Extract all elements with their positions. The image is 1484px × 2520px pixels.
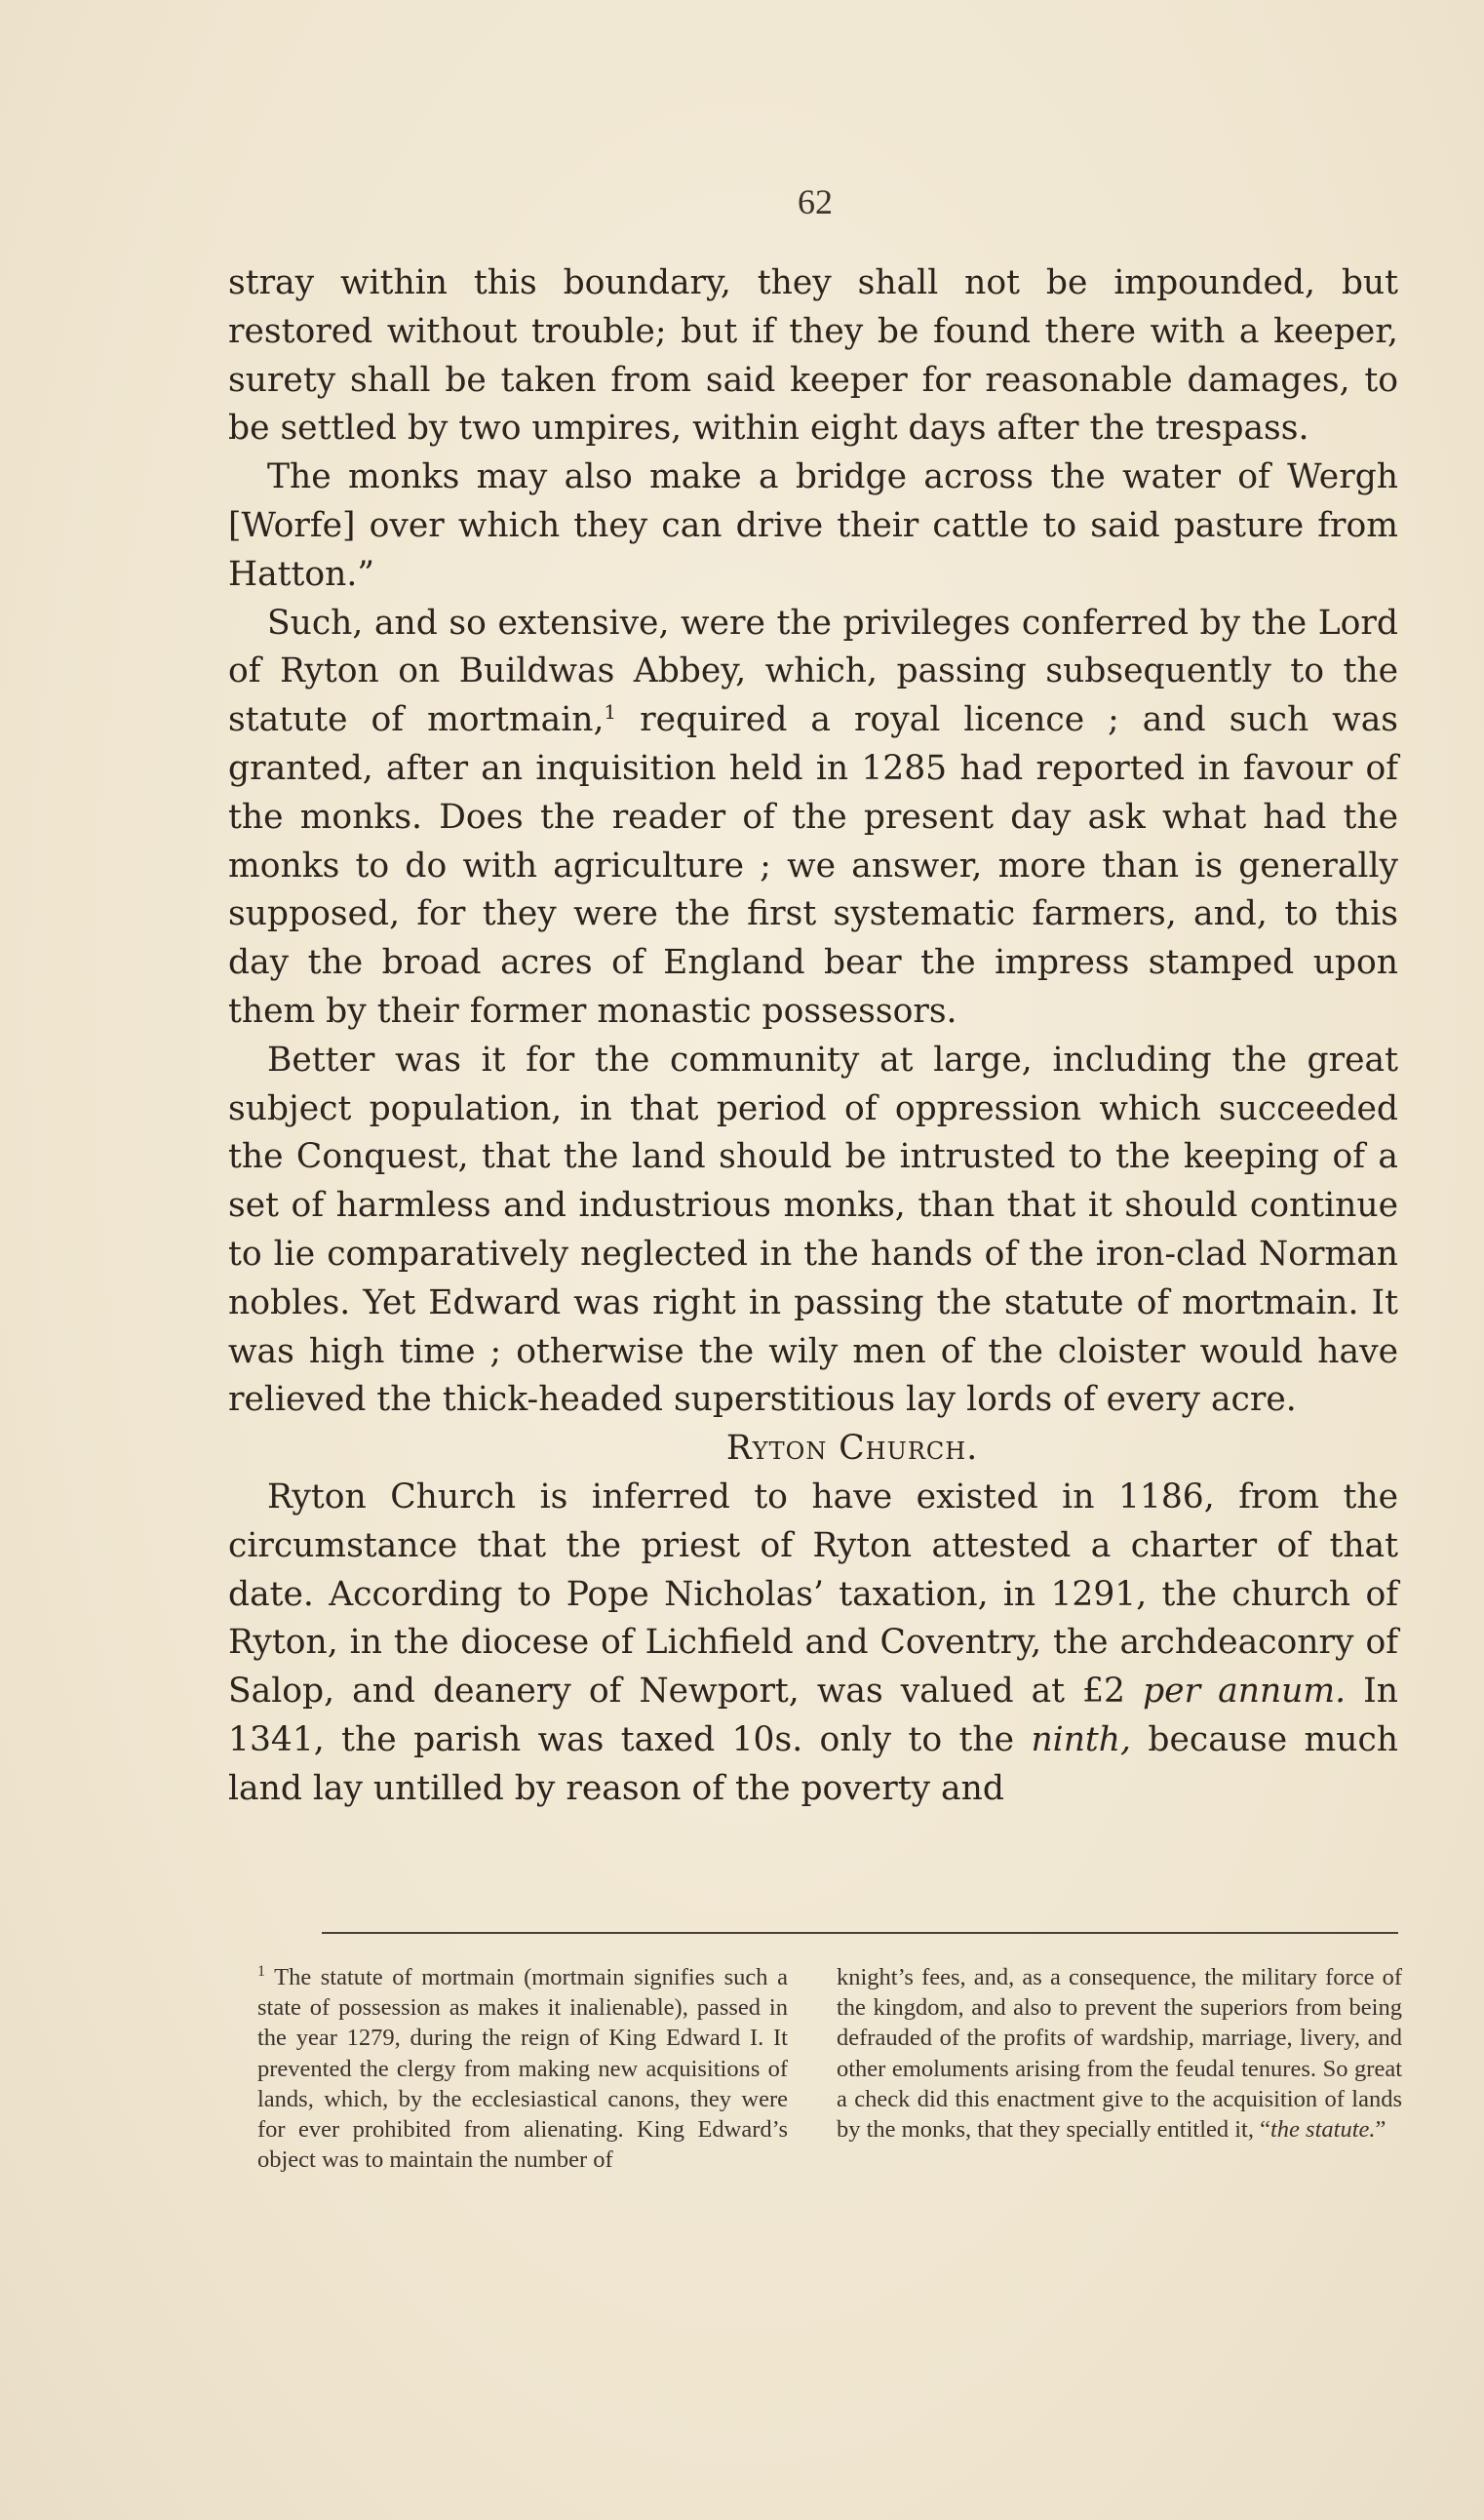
paragraph-continuation: stray within this boundary, they shall not be impounded, but restored without trouble; but if they be found there with a keeper, surety shall be taken from said keeper for reasonable damages, to be settled by two umpires, within eight days after the trespass. — [228, 263, 1398, 449]
footnote-marker: 1 — [257, 1963, 265, 1980]
footnote-column-right — [837, 1962, 1402, 2145]
paragraph-bridge: The monks may also make a bridge across the water of Wergh [Worfe] over which they can drive their cattle to said pasture from Hatton.” — [228, 457, 1398, 594]
paragraph-church-text: Ryton Church is inferred to have existed in 1186, from the circumstance that the priest of Ryton attested a charter of that date. According to Pope Nicholas’ taxation, in 1291, the church of Ryton, in the diocese of Lichfield and Coventry, the archdeaconry of Salop, and deanery of Newport, was valued at £2 — [228, 1477, 1398, 1712]
italic-ninth: ninth, — [1031, 1719, 1131, 1759]
page-number: 62 — [798, 182, 833, 221]
footnote-italic-statute: the statute. — [1269, 2116, 1376, 2144]
section-heading: Ryton Church. — [725, 1429, 979, 1469]
paragraph-community: Better was it for the community at large, including the great subject population, in that period of oppression which succeeded the Conquest, that the land should be intrusted to the keeping of a set of harmless and industrious monks, than that it should continue to lie comparatively neglected in the hands of the iron-clad Norman nobles. Yet Edward was right in passing the statute of mortmain. It was high time ; otherwise the wily men of the cloister would have relieved the thick-headed superstitious lay lords of every acre. — [228, 1040, 1398, 1420]
main-text — [228, 259, 1398, 1814]
paragraph-privileges — [228, 600, 1398, 1037]
paragraph-ryton-church — [228, 1474, 1398, 1814]
footnote-column-left — [222, 1962, 788, 2175]
footnote-left-text: The statute of mortmain (mortmain signifies such a state of possession as makes it inalienable), passed in the year 1279, during the reign of King Edward I. It prevented the clergy from making new acquisitions of lands, which, by the ecclesiastical canons, they were for ever prohibited from alienating. King Edward’s object was to maintain the number of — [257, 1964, 788, 2174]
paragraph-privileges-text-rest: required a royal licence ; and such was granted, after an inquisition held in 1285 had reported in favour of the monks. Does the reader of the present day ask what had the monks to do with agriculture ; we answer, more than is generally supposed, for they were the first systematic farmers, and, to this day the broad acres of England bear the impress stamped upon them by their former monastic possessors. — [228, 700, 1398, 1031]
paragraph-church-text-end: because much land lay untilled by reason of the poverty and — [228, 1719, 1398, 1808]
paragraph-church-text-mid: In 1341, the parish was taxed 10s. only to the — [228, 1672, 1398, 1759]
footnote-reference: 1 — [604, 700, 617, 725]
footnote-right-text: knight’s fees, and, as a consequence, the military force of the kingdom, and also to prevent the superiors from being defrauded of the profits of wardship, marriage, livery, and other emoluments arising from the feudal tenures. So great a check did this enactment give to the acquisition of lands by the monks, that they specially entitled it, “ — [837, 1964, 1402, 2144]
footnote-divider — [322, 1932, 1398, 1934]
footnote-right-close: ” — [1375, 2116, 1386, 2144]
paragraph-privileges-text: Such, and so extensive, were the privileges conferred by the Lord of Ryton on Buildwas Abbey, which, passing subsequently to the statute of mortmain, — [228, 603, 1398, 740]
footnote-text-left — [222, 1962, 788, 2175]
italic-per-annum: per annum. — [1143, 1672, 1347, 1712]
